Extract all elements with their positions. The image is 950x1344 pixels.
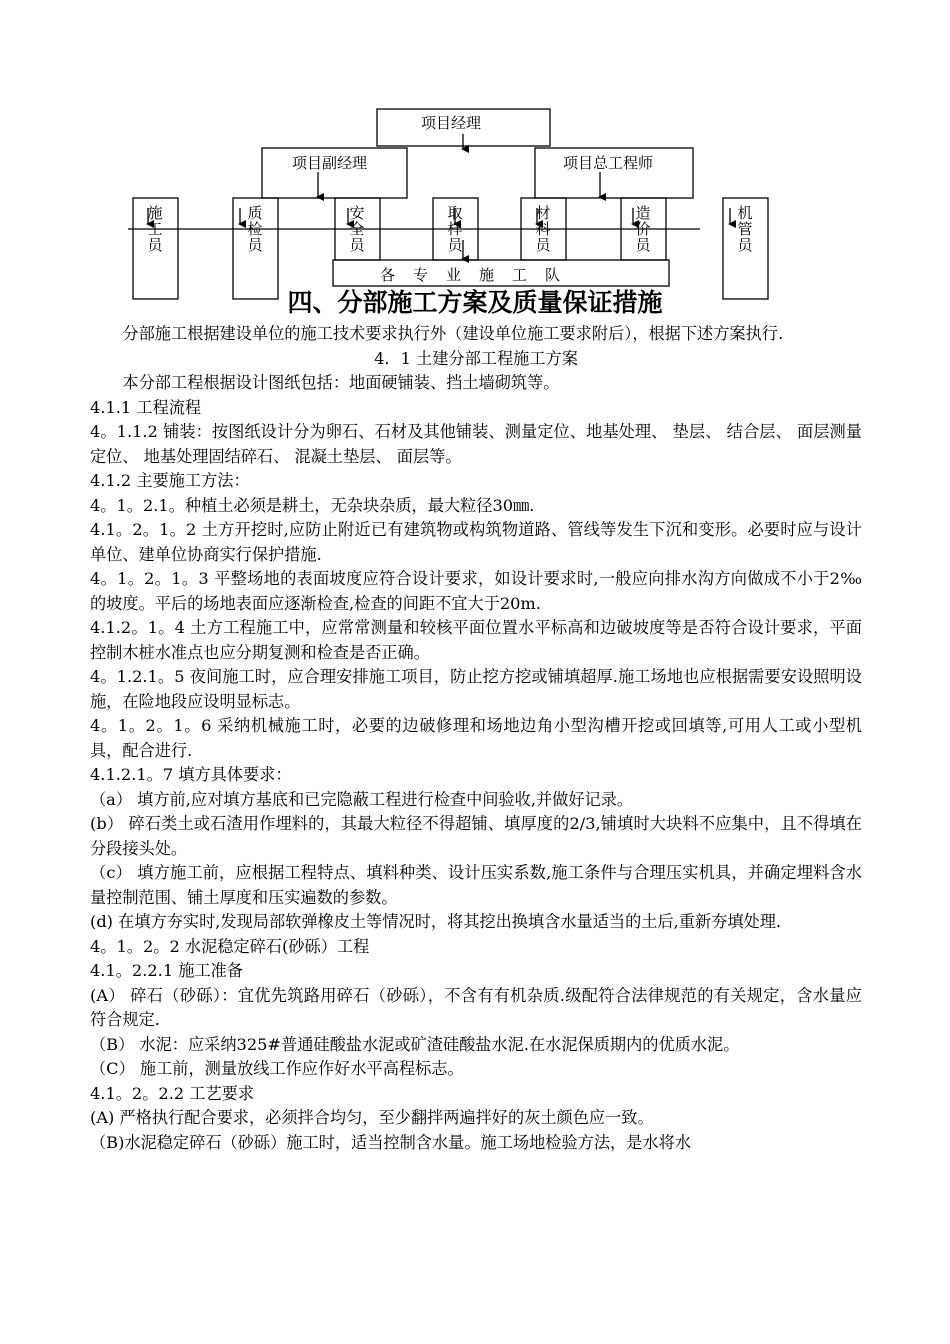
role-label: 安全员 xyxy=(349,204,365,254)
deputy-label: 项目副经理 xyxy=(292,154,368,172)
paragraph: （C） 施工前，测量放线工作应作好水平高程标志。 xyxy=(90,1059,464,1078)
paragraph: 4。1。2。2 水泥稳定碎石(砂砾）工程 xyxy=(90,936,370,956)
paragraph: 本分部工程根据设计图纸包括：地面硬铺装、挡土墙砌筑等。 xyxy=(122,373,560,392)
paragraph: (b） 碎石类土或石渣用作埋料的，其最大粒径不得超铺、填厚度的2/3,铺填时大块料不应集中，且不得填在分段接头处。 xyxy=(90,814,862,858)
paragraph: （a） 填方前,应对填方基底和已完隐蔽工程进行检查中间验收,并做好记录。 xyxy=(90,789,634,809)
manager-label: 项目经理 xyxy=(421,114,482,132)
paragraph: （B） 水泥：应采纳325#普通硅酸盐水泥或矿渣硅酸盐水泥.在水泥保质期内的优质水泥。 xyxy=(90,1034,740,1054)
org-chart xyxy=(0,0,950,310)
paragraph: 4.1.2 主要施工方法： xyxy=(90,471,250,490)
paragraph: (A） 碎石（砂砾）：宜优先筑路用碎石（砂砾），不含有有机杂质.级配符合法律规范的有关规定，含水量应符合规定. xyxy=(90,985,862,1029)
role-label: 取样员 xyxy=(447,204,463,254)
role-label: 材料员 xyxy=(535,204,551,254)
role-label: 机管员 xyxy=(737,204,753,254)
role-label: 质检员 xyxy=(247,204,263,254)
paragraph: 4.1。2。1。2 土方开挖时,应防止附近已有建筑物或构筑物道路、管线等发生下沉和变形。必要时应与设计单位、建单位协商实行保护措施. xyxy=(90,520,862,564)
document-body xyxy=(90,322,862,1155)
paragraph: 4。1。2。1。6 采纳机械施工时，必要的边破修理和场地边角小型沟槽开挖或回填等,可用人工或小型机具，配合进行. xyxy=(90,716,862,760)
chief-engineer-label: 项目总工程师 xyxy=(563,154,654,172)
paragraph: （B)水泥稳定碎石（砂砾）施工时，适当控制含水量。施工场地检验方法，是水将水 xyxy=(90,1132,691,1152)
paragraph: 4。1。2.1。种植土必须是耕土，无杂块杂质，最大粒径30㎜. xyxy=(90,495,535,515)
paragraph: 分部施工根据建设单位的施工技术要求执行外（建设单位施工要求附后），根据下述方案执行. xyxy=(122,324,784,343)
paragraph: 4。1。2。1。3 平整场地的表面坡度应符合设计要求，如设计要求时,一般应向排水沟方向做成不小于2‰的坡度。平后的场地表面应逐渐检查,检查的间距不宜大于20m. xyxy=(90,569,862,613)
paragraph: （c） 填方施工前，应根据工程特点、填料种类、设计压实系数,施工条件与合理压实机具，并确定埋料含水量控制范围、铺土厚度和压实遍数的参数。 xyxy=(90,863,862,907)
paragraph: 4。1.2.1。5 夜间施工时，应合理安排施工项目，防止挖方挖或铺填超厚.施工场地也应根据需要安设照明设施，在险地段应设明显标志。 xyxy=(90,667,862,711)
paragraph: 4.1.1 工程流程 xyxy=(90,397,202,417)
role-label: 造价员 xyxy=(635,204,651,254)
team-label: 各专业施工队 xyxy=(380,266,579,284)
paragraph: 4。1.1.2 铺装：按图纸设计分为卵石、石材及其他铺装、测量定位、地基处理、 垫层、 结合层、 面层测量定位、 地基处理固结碎石、 混凝土垫层、 面层等。 xyxy=(90,422,862,466)
paragraph: 4.1.2。1。4 土方工程施工中，应常常测量和较核平面位置水平标高和边破坡度等是否符合设计要求，平面控制木桩水准点也应分期复测和检查是否正确。 xyxy=(90,618,862,662)
role-label: 施工员 xyxy=(147,204,163,254)
paragraph: 4.1。2。2.2 工艺要求 xyxy=(90,1083,255,1103)
paragraph: (A) 严格执行配合要求，必须拌合均匀，至少翻拌两遍拌好的灰土颜色应一致。 xyxy=(90,1108,654,1127)
paragraph: 4.1。2.2.1 施工准备 xyxy=(90,961,244,980)
paragraph: (d) 在填方夯实时,发现局部软弹橡皮土等情况时，将其挖出换填含水量适当的土后,重新夯填处理. xyxy=(90,912,782,931)
paragraph: 4.1.2.1。7 填方具体要求： xyxy=(90,765,292,784)
paragraph: 4．1 土建分部工程施工方案 xyxy=(374,348,578,368)
section-heading: 四、分部施工方案及质量保证措施 xyxy=(287,288,663,317)
